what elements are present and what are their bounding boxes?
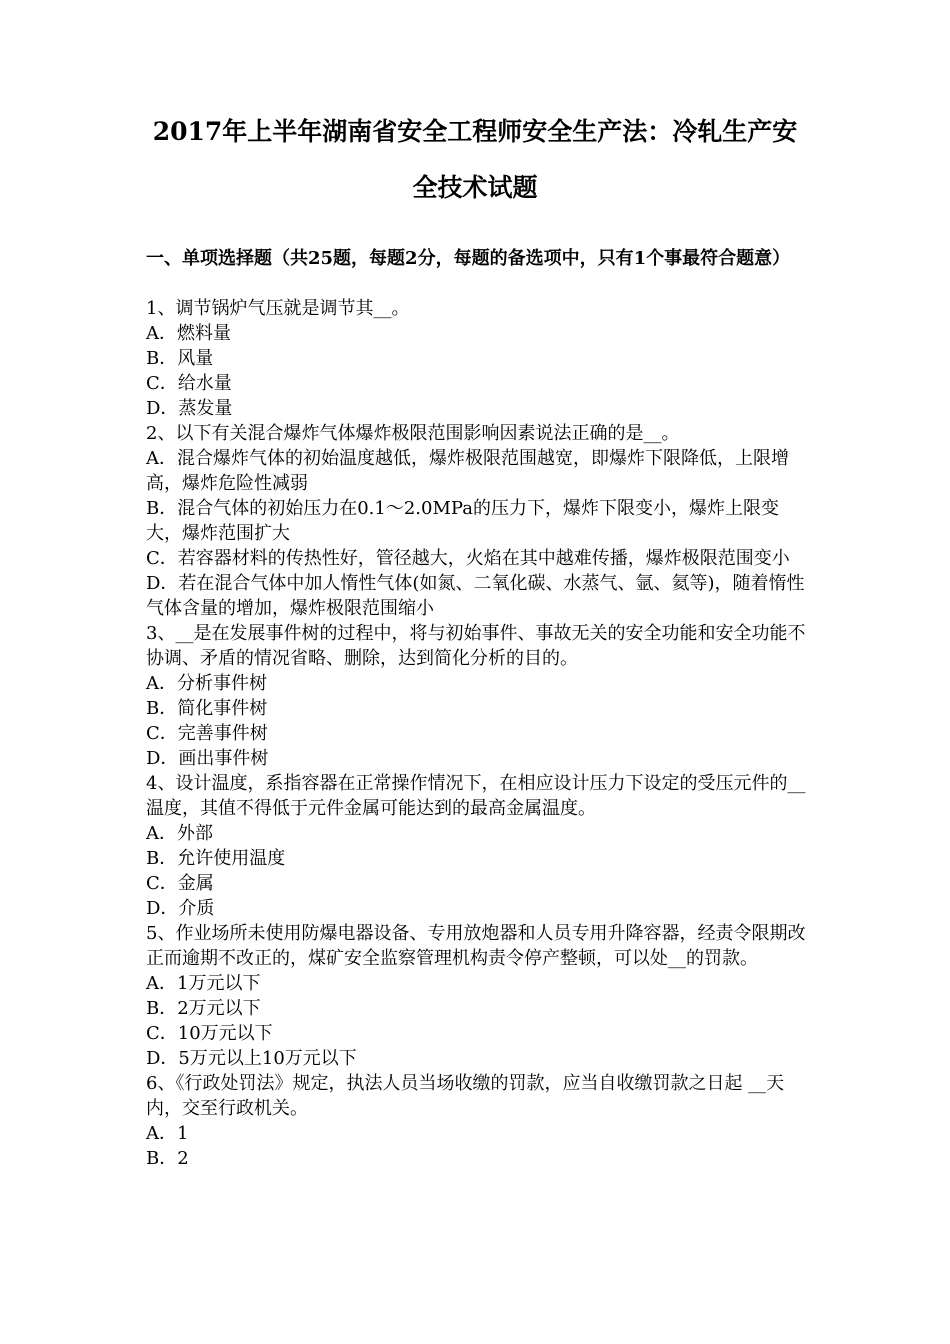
- document-title-line-1: 2017年上半年湖南省安全工程师安全生产法：冷轧生产安: [152, 117, 798, 146]
- answer-option: D．介质: [146, 898, 215, 919]
- answer-option: B．混合气体的初始压力在0.1～2.0MPa的压力下，爆炸下限变小，爆炸上限变大，爆炸范围扩大: [146, 498, 779, 544]
- answer-option: B．风量: [146, 348, 214, 369]
- answer-option: C．完善事件树: [146, 723, 268, 744]
- answer-option: A．混合爆炸气体的初始温度越低，爆炸极限范围越宽，即爆炸下限降低，上限增高，爆炸危险性减弱: [146, 448, 789, 494]
- answer-option: B．2: [146, 1148, 189, 1169]
- question-stem: 4、设计温度，系指容器在正常操作情况下，在相应设计压力下设定的受压元件的__温度，其值不得低于元件金属可能达到的最高金属温度。: [146, 773, 806, 819]
- answer-option: A．燃料量: [146, 323, 231, 344]
- question-stem: 2、以下有关混合爆炸气体爆炸极限范围影响因素说法正确的是__。: [146, 423, 680, 444]
- answer-option: A．外部: [146, 823, 213, 844]
- question-list: [146, 296, 810, 1171]
- answer-option: C．给水量: [146, 373, 232, 394]
- answer-option: A．1万元以下: [146, 973, 261, 994]
- answer-option: A．1: [146, 1123, 189, 1144]
- answer-option: C．金属: [146, 873, 214, 894]
- question-stem: 1、调节锅炉气压就是调节其__。: [146, 298, 410, 319]
- answer-option: B．允许使用温度: [146, 848, 286, 869]
- answer-option: B．2万元以下: [146, 998, 261, 1019]
- answer-option: D．蒸发量: [146, 398, 233, 419]
- answer-option: A．分析事件树: [146, 673, 267, 694]
- answer-option: C．若容器材料的传热性好，管径越大，火焰在其中越难传播，爆炸极限范围变小: [146, 548, 790, 569]
- answer-option: D．若在混合气体中加人惰性气体(如氮、二氧化碳、水蒸气、氩、氦等)，随着惰性气体含量的增加，爆炸极限范围缩小: [146, 573, 805, 619]
- answer-option: B．简化事件树: [146, 698, 268, 719]
- answer-option: C．10万元以下: [146, 1023, 273, 1044]
- question-stem: 6、《行政处罚法》规定，执法人员当场收缴的罚款，应当自收缴罚款之日起 __天内，交至行政机关。: [146, 1073, 785, 1119]
- answer-option: D．5万元以上10万元以下: [146, 1048, 357, 1069]
- question-stem: 5、作业场所未使用防爆电器设备、专用放炮器和人员专用升降容器，经责令限期改正而逾期不改正的，煤矿安全监察管理机构责令停产整顿，可以处__的罚款。: [146, 923, 806, 969]
- document-title-line-2: 全技术试题: [412, 173, 538, 202]
- section-heading: 一、单项选择题（共25题，每题2分，每题的备选项中，只有1个事最符合题意）: [146, 248, 791, 269]
- question-stem: 3、__是在发展事件树的过程中，将与初始事件、事故无关的安全功能和安全功能不协调、矛盾的情况省略、删除，达到简化分析的目的。: [146, 623, 806, 669]
- answer-option: D．画出事件树: [146, 748, 269, 769]
